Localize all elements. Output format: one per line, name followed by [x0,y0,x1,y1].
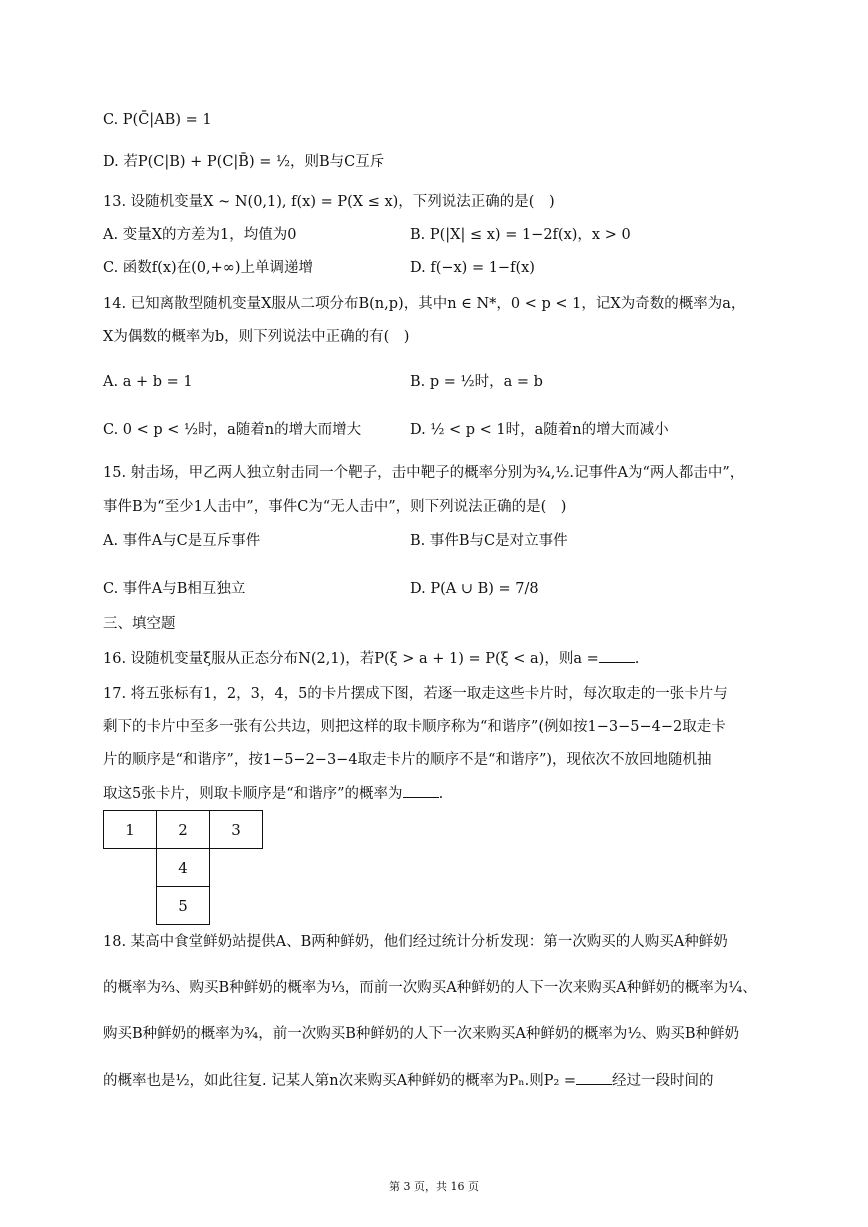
q12-option-d: D. 若P(C|B) + P(C|B̄) = ½，则B与C互斥 [103,154,385,170]
card-3: 3 [210,811,263,849]
q13-option-b: B. P(|X| ≤ x) = 1−2f(x)，x > 0 [410,227,631,243]
page-footer: 第 3 页，共 16 页 [389,1180,479,1193]
q18-stem-line1: 18. 某高中食堂鲜奶站提供A、B两种鲜奶，他们经过统计分析发现：第一次购买的人购买A种鲜奶 [103,934,728,950]
answer-blank [599,648,635,663]
q12-option-c: C. P(C̄|AB) = 1 [103,112,212,128]
q17-stem-line2: 剩下的卡片中至多一张有公共边，则把这样的取卡顺序称为“和谐序”(例如按1−3−5−4−2取走卡 [103,719,726,735]
card-4: 4 [157,849,210,887]
card-5: 5 [157,887,210,925]
answer-blank [403,783,439,798]
q15-option-c: C. 事件A与B相互独立 [103,581,246,597]
q14-option-d: D. ½ < p < 1时，a随着n的增大而减小 [410,422,669,438]
answer-blank [576,1070,612,1085]
q15-option-a: A. 事件A与C是互斥事件 [103,533,261,549]
q15-stem-line2: 事件B为“至少1人击中”，事件C为“无人击中”，则下列说法正确的是( ) [103,499,567,515]
q14-option-a: A. a + b = 1 [103,374,193,390]
q17-stem-line4 [103,783,443,804]
q15-option-b: B. 事件B与C是对立事件 [410,533,568,549]
card-2: 2 [157,811,210,849]
q13-stem: 13. 设随机变量X ~ N(0,1), f(x) = P(X ≤ x)，下列说法正确的是( ) [103,194,555,210]
card-layout-figure [103,810,263,925]
q14-stem-line1: 14. 已知离散型随机变量X服从二项分布B(n,p)，其中n ∈ N*，0 < p < 1，记X为奇数的概率为a， [103,296,746,312]
q18-continue: 经过一段时间的 [612,1073,714,1089]
q17-period: . [438,786,444,802]
q15-stem-line1: 15. 射击场，甲乙两人独立射击同一个靶子，击中靶子的概率分别为¾,½.记事件A为“两人都击中”， [103,465,745,481]
q15-option-d: D. P(A ∪ B) = 7/8 [410,581,539,597]
q17-text: 取这5张卡片，则取卡顺序是“和谐序”的概率为 [103,786,403,802]
q14-option-c: C. 0 < p < ½时，a随着n的增大而增大 [103,422,362,438]
q13-option-a: A. 变量X的方差为1，均值为0 [103,227,297,243]
empty-cell [104,887,157,925]
q16-stem [103,648,639,669]
q13-option-d: D. f(−x) = 1−f(x) [410,260,535,276]
q18-stem-line2: 的概率为⅔、购买B种鲜奶的概率为⅓，而前一次购买A种鲜奶的人下一次来购买A种鲜奶的概率为¼、 [103,980,757,996]
section-fill-in-title: 三、填空题 [103,616,176,632]
q18-text: 的概率也是½，如此往复. 记某人第n次来购买A种鲜奶的概率为Pₙ.则P₂ = [103,1073,577,1089]
q17-stem-line1: 17. 将五张标有1，2，3，4，5的卡片摆成下图，若逐一取走这些卡片时，每次取走的一张卡片与 [103,686,728,702]
q16-period: . [634,651,640,667]
q17-stem-line3: 片的顺序是“和谐序”，按1−5−2−3−4取走卡片的顺序不是“和谐序”)，现依次不放回地随机抽 [103,752,712,768]
q16-text: 16. 设随机变量ξ服从正态分布N(2,1)，若P(ξ > a + 1) = P(ξ < a)，则a = [103,651,599,667]
q14-option-b: B. p = ½时，a = b [410,374,543,390]
q18-stem-line3: 购买B种鲜奶的概率为¾，前一次购买B种鲜奶的人下一次来购买A种鲜奶的概率为½、购买B种鲜奶 [103,1026,740,1042]
card-1: 1 [104,811,157,849]
q13-option-c: C. 函数f(x)在(0,+∞)上单调递增 [103,260,314,276]
empty-cell [210,849,263,887]
q18-stem-line4 [103,1070,714,1091]
empty-cell [104,849,157,887]
empty-cell [210,887,263,925]
q14-stem-line2: X为偶数的概率为b，则下列说法中正确的有( ) [103,329,410,345]
